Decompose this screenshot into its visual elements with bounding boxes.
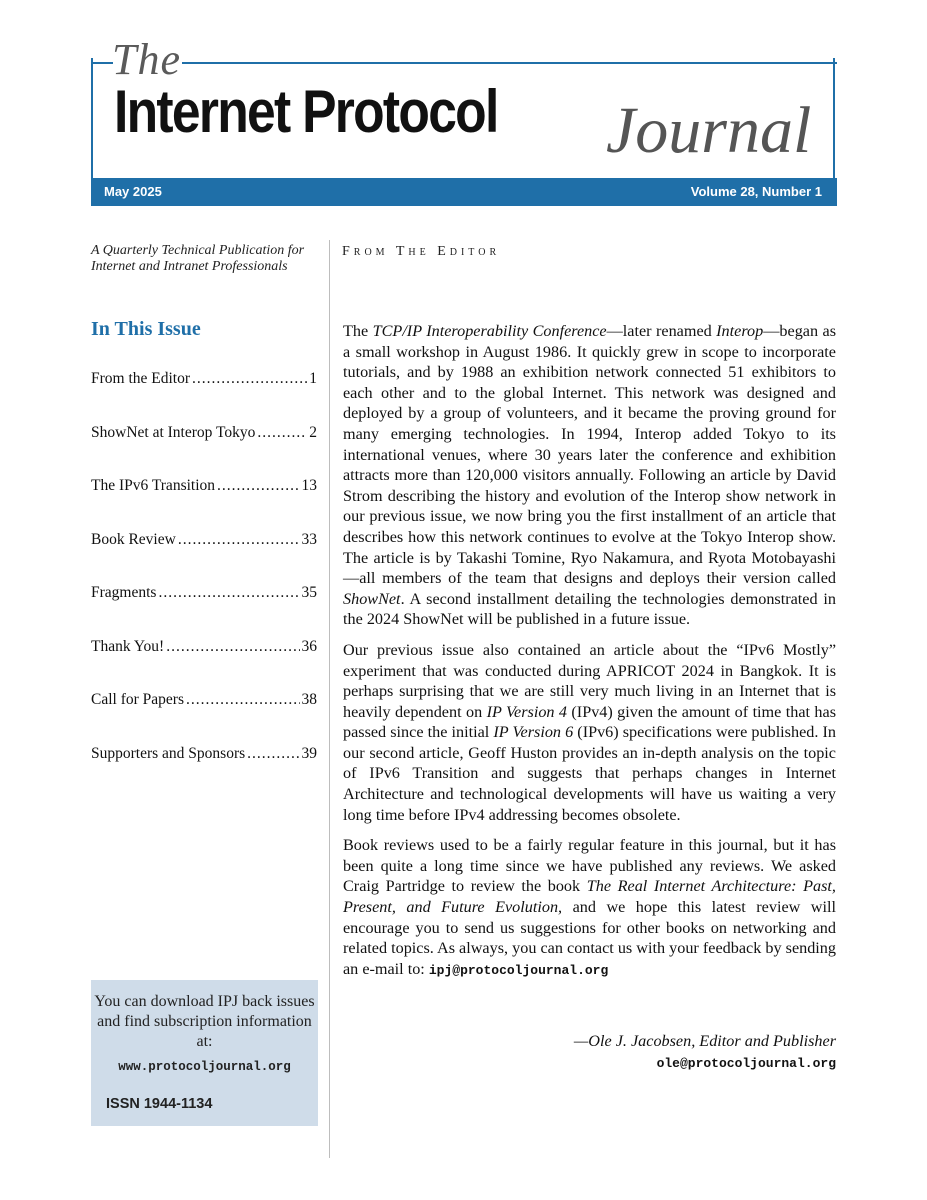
- text: —began as a small workshop in August 1986. It quickly grew in scope to incorporate tutorials, and by 1988 an exhibition network connected 51 exhibitors to each other and to the global Internet. This network was designed and deployed by a group of volunteers, and it became the proving ground for many emerging technologies. In 1994, Interop added Tokyo to its international venues, where 30 years later the conference and exhibition attracts more than 120,000 visitors annually. Following an article by David Strom describing the history and evolution of the Interop show network in our previous issue, we now bring you the first installment of an article that describes how this network continues to evolve at the Tokyo Interop show. The article is by Takashi Tomine, Ryo Nakamura, and Ryota Motobayashi—all members of the team that designs and deploys their version called: [343, 322, 837, 588]
- toc-leader-dots: [217, 477, 299, 495]
- signature: —Ole J. Jacobsen, Editor and Publisher: [573, 1032, 836, 1050]
- toc-item-ipv6-transition[interactable]: [91, 477, 317, 531]
- toc-item-supporters-sponsors[interactable]: [91, 745, 317, 799]
- toc-title: From the Editor: [91, 370, 191, 387]
- toc-heading: In This Issue: [91, 318, 201, 340]
- toc-title: The IPv6 Transition: [91, 477, 216, 494]
- text: The: [343, 322, 373, 340]
- download-url-link[interactable]: www.protocoljournal.org: [118, 1060, 291, 1074]
- download-info-box: [91, 980, 318, 1126]
- download-text: You can download IPJ back issues and find subscription information at:: [94, 993, 315, 1050]
- toc-title: ShowNet at Interop Tokyo: [91, 423, 256, 441]
- text: —later renamed: [606, 322, 717, 340]
- toc-page: 33: [301, 530, 317, 548]
- issue-bar: [91, 178, 837, 206]
- paragraph-1: [343, 321, 836, 630]
- toc-page: 36: [301, 637, 317, 655]
- masthead-rule-right: [182, 62, 837, 64]
- toc-page: 39: [301, 744, 317, 762]
- text: (IPv4) given the amount of time that has passed since the initial: [343, 702, 836, 742]
- toc-leader-dots: [192, 370, 307, 388]
- toc-item-fragments[interactable]: [91, 584, 317, 638]
- toc-title: Thank You!: [91, 637, 165, 655]
- column-divider: [329, 240, 330, 1158]
- table-of-contents: [91, 370, 317, 798]
- tagline: A Quarterly Technical Publication for Internet and Intranet Professionals: [91, 243, 305, 274]
- toc-page: 2: [309, 423, 317, 441]
- toc-item-book-review[interactable]: [91, 531, 317, 585]
- text: (IPv6) specifications were published. In our second article, Geoff Huston provides an in-depth analysis on the topic of IPv6 Transition and suggests that perhaps changes in Internet Architecture and technological developments will have us waiting a very long time before IPv4 addressing becomes obsolete.: [343, 723, 836, 824]
- toc-page: 1: [309, 370, 317, 387]
- interop-name: Interop: [716, 322, 764, 340]
- toc-page: 38: [301, 691, 317, 708]
- toc-title: Call for Papers: [91, 691, 184, 708]
- toc-leader-dots: [158, 584, 299, 602]
- issn: ISSN 1944-1134: [106, 1096, 213, 1112]
- toc-title: Fragments: [91, 584, 157, 601]
- editor-article: [343, 321, 836, 991]
- toc-page: 13: [301, 477, 317, 494]
- toc-leader-dots: [257, 424, 307, 442]
- book-title: The Real Internet Architecture: Past, Present, and Future Evolution,: [343, 877, 836, 917]
- toc-title: Supporters and Sponsors: [91, 744, 246, 762]
- shownet-name: ShowNet: [343, 589, 401, 608]
- editor-email-link[interactable]: ipj@protocoljournal.org: [428, 962, 609, 978]
- issue-date: May 2025: [104, 184, 162, 199]
- toc-leader-dots: [178, 531, 300, 549]
- section-heading: From The Editor: [342, 244, 501, 259]
- ipv6-term: IP Version 6: [493, 723, 574, 742]
- toc-item-from-the-editor[interactable]: [91, 370, 317, 424]
- toc-item-call-for-papers[interactable]: [91, 691, 317, 745]
- text: Book reviews used to be a fairly regular feature in this journal, but it has been quite a long time since we have published any reviews. We asked Craig Partridge to review the book: [343, 836, 836, 896]
- paragraph-2: [343, 640, 836, 825]
- toc-item-shownet[interactable]: [91, 424, 317, 478]
- toc-leader-dots: [247, 745, 299, 763]
- masthead-the: The: [112, 35, 181, 84]
- toc-item-thank-you[interactable]: [91, 638, 317, 692]
- toc-leader-dots: [166, 638, 299, 656]
- issue-volume: Volume 28, Number 1: [690, 184, 822, 199]
- ipv4-term: IP Version 4: [486, 702, 568, 721]
- text: and we hope this latest review will encourage you to send us suggestions for other books on networking and related topics. As always, you can contact us with your feedback by sending an e-mail to:: [343, 898, 836, 978]
- signature-email-link[interactable]: ole@protocoljournal.org: [656, 1056, 836, 1071]
- toc-title: Book Review: [91, 530, 176, 548]
- paragraph-3: [343, 835, 836, 981]
- conference-name: TCP/IP Interoperability Conference: [372, 322, 607, 340]
- masthead-journal: Journal: [606, 94, 812, 167]
- toc-page: 35: [301, 584, 317, 601]
- masthead-title: Internet Protocol: [114, 78, 498, 145]
- text: . A second installment detailing the technologies demonstrated in the 2024 ShowNet will be published in a future issue.: [343, 589, 836, 629]
- toc-leader-dots: [186, 691, 300, 709]
- text: Our previous issue also contained an article about the “IPv6 Mostly” experiment that was conducted during APRICOT 2024 in Bangkok. It is perhaps surprising that we are still very much living in an Internet that is heavily dependent on: [343, 640, 836, 721]
- masthead-rule-left: [91, 62, 113, 64]
